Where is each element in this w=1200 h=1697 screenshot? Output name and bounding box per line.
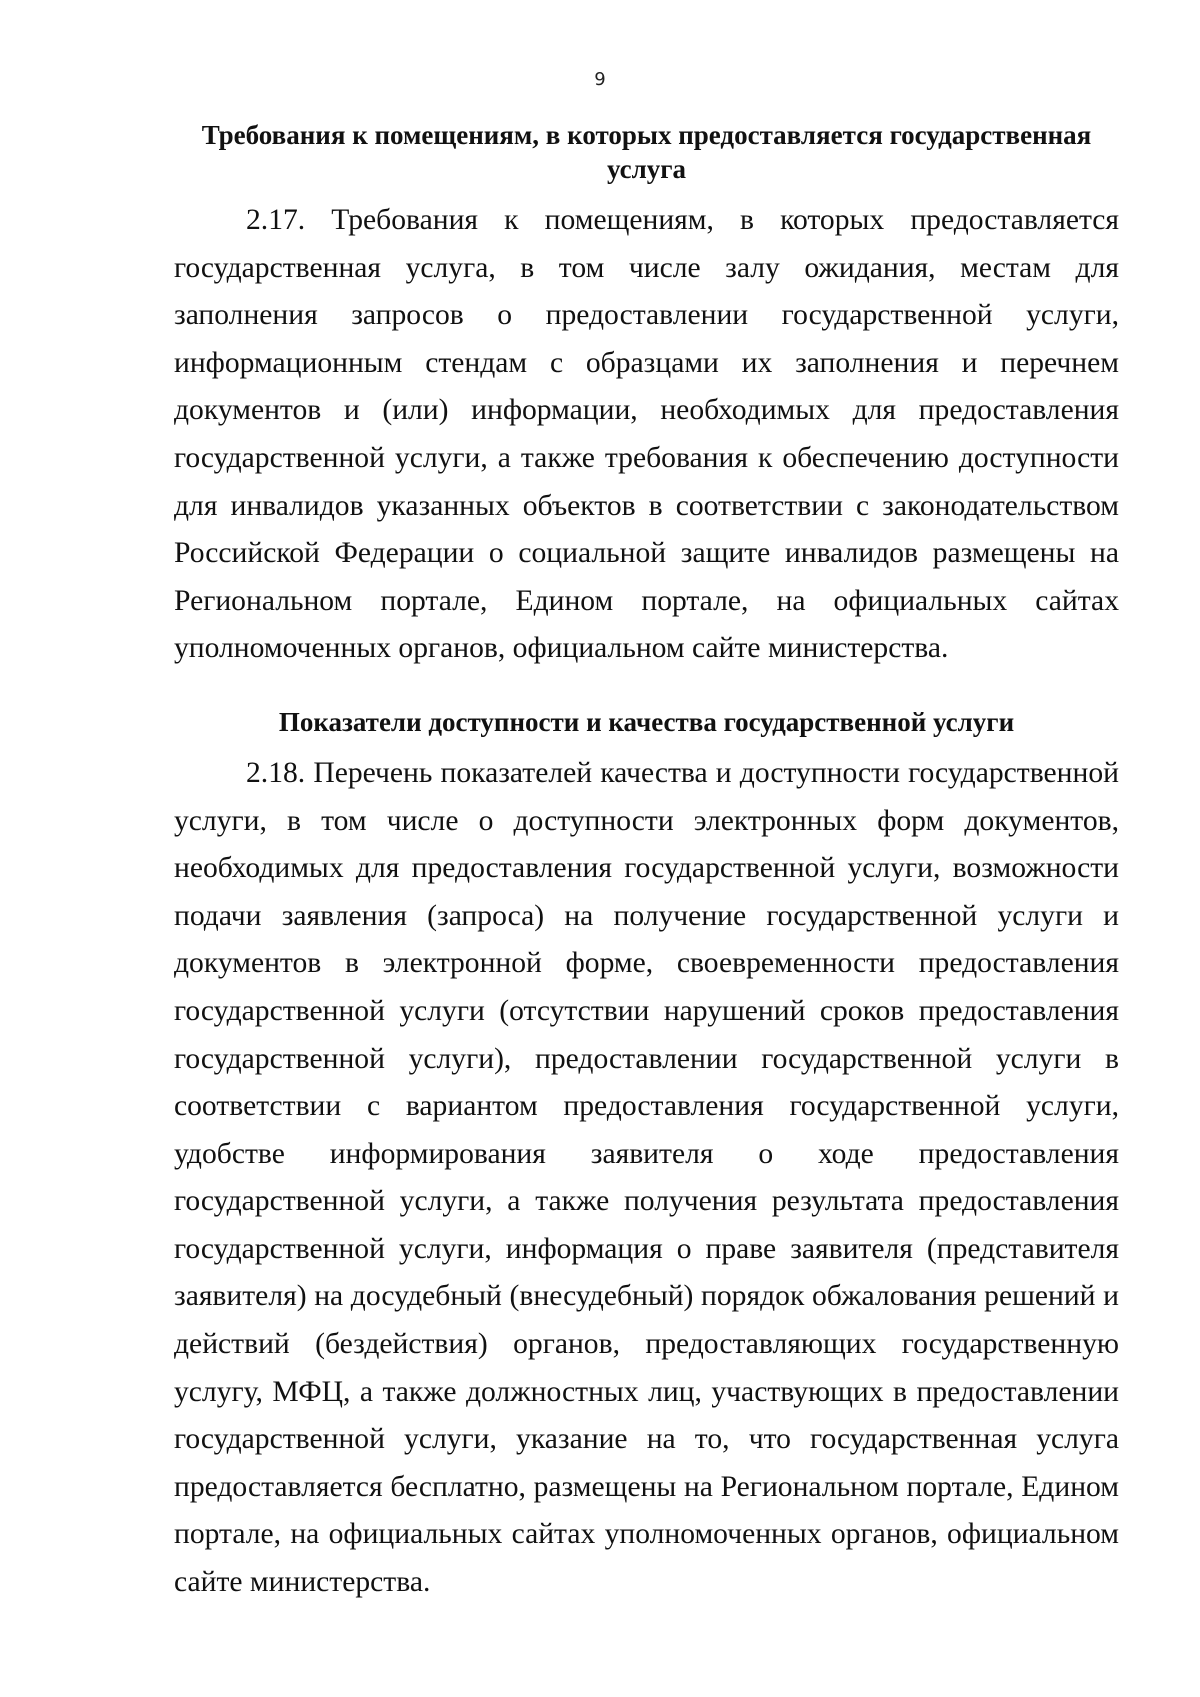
- page-number: 9: [594, 69, 606, 90]
- paragraph-2-18: 2.18. Перечень показателей качества и доступности государственной услуги, в том числе о доступности электронных форм документов, необходимых для предоставления государственной услуги, возможности подачи заявления (запроса) на получение государственной услуги и документов в электронной форме, своевременности предоставления государственной услуги (отсутствии нарушений сроков предоставления государственной услуги), предоставлении государственной услуги в соответствии с вариантом предоставления государственной услуги, удобстве информирования заявителя о ходе предоставления государственной услуги, а также получения результата предоставления государственной услуги, информация о праве заявителя (представителя заявителя) на досудебный (внесудебный) порядок обжалования решений и действий (бездействия) органов, предоставляющих государственную услугу, МФЦ, а также должностных лиц, участвующих в предоставлении государственной услуги, указание на то, что государственная услуга предоставляется бесплатно, размещены на Региональном портале, Едином портале, на официальных сайтах уполномоченных органов, официальном сайте министерства.: [174, 756, 1119, 1599]
- section-heading-quality-indicators: Показатели доступности и качества государственной услуги: [278, 706, 1015, 737]
- section-heading-premises-requirements: Требования к помещениям, в которых предоставляется государственная услуга: [201, 120, 1092, 184]
- document-body: [174, 118, 1119, 1607]
- paragraph-2-17: 2.17. Требования к помещениям, в которых предоставляется государственная услуга, в том числе залу ожидания, местам для заполнения запросов о предоставлении государственной услуги, информационным стендам с образцами их заполнения и перечнем документов и (или) информации, необходимых для предоставления государственной услуги, а также требования к обеспечению доступности для инвалидов указанных объектов в соответствии с законодательством Российской Федерации о социальной защите инвалидов размещены на Региональном портале, Едином портале, на официальных сайтах уполномоченных органов, официальном сайте министерства.: [174, 204, 1119, 665]
